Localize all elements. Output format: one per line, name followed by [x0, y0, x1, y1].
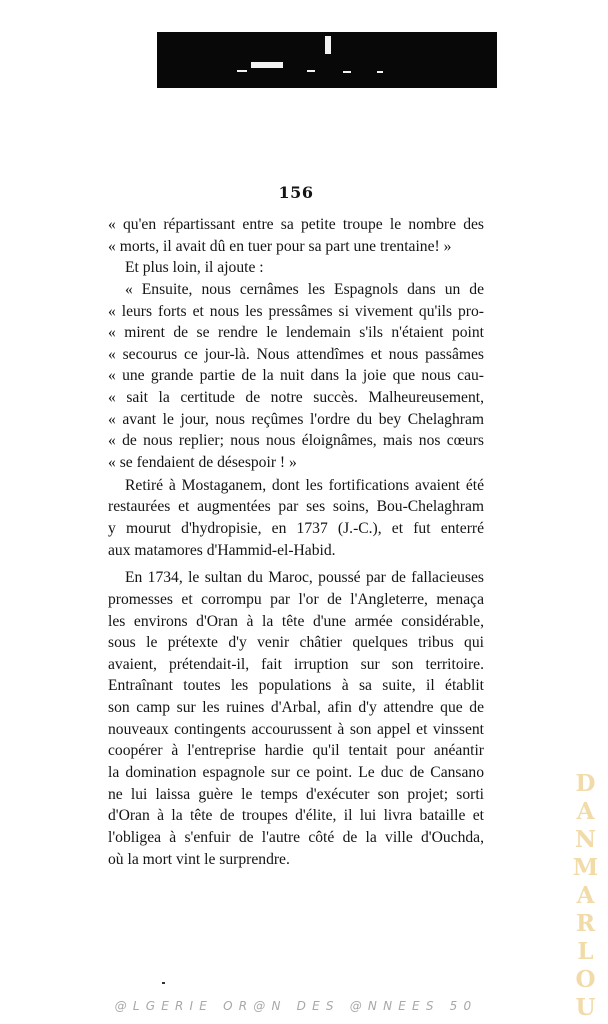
text-line: d'Oran à la tête de troupes d'élite, il lui livra bataille et: [108, 807, 484, 825]
text-line: « Ensuite, nous cernâmes les Espagnols dans un de: [125, 280, 484, 298]
text-line: ne lui laissa guère le temps d'exécuter son projet; sorti: [108, 785, 484, 803]
text-line: « de nous replier; nous nous éloignâmes, mais nos cœurs: [108, 432, 484, 450]
text-line: aux matamores d'Hammid-el-Habid.: [108, 541, 336, 559]
header-smudge: [343, 71, 351, 73]
text-line: les environs d'Oran à la tête d'une armée considérable,: [108, 612, 484, 630]
redacted-header-bar: [157, 32, 497, 88]
text-line: « leurs forts et nous les pressâmes si vivement qu'ils pro-: [108, 302, 484, 320]
text-line: l'obligea à s'enfuir de l'autre côté de la ville d'Ouchda,: [108, 828, 484, 846]
text-line: « une grande partie de la nuit dans la joie que nous cau-: [108, 367, 484, 385]
text-line: « mirent de se rendre le lendemain s'ils n'étaient point: [108, 324, 484, 342]
header-smudge: [307, 70, 315, 72]
text-line: la domination espagnole sur ce point. Le duc de Cansano: [108, 764, 484, 782]
header-smudge: [325, 36, 331, 54]
text-line: son camp sur les ruines d'Arbal, afin d'y attendre que de: [108, 699, 484, 717]
header-smudge: [377, 71, 383, 73]
text-line: « sait la certitude de notre succès. Malheureusement,: [108, 389, 484, 407]
text-line: « secourus ce jour-là. Nous attendîmes et nous passâmes: [108, 345, 484, 363]
text-line: « se fendaient de désespoir ! »: [108, 454, 297, 472]
text-line: restaurées et augmentées par ses soins, Bou-Chelaghram: [108, 498, 484, 516]
text-line: En 1734, le sultan du Maroc, poussé par de fallacieuses: [125, 569, 484, 587]
text-line: Et plus loin, il ajoute :: [125, 259, 264, 277]
print-speck: [162, 982, 165, 984]
text-line: sous le prétexte d'y venir châtier quelques tribus qui: [108, 634, 484, 652]
text-line: Entraînant toutes les populations à sa suite, il établit: [108, 677, 484, 695]
text-line: « avant le jour, nous reçûmes l'ordre du bey Chelaghram: [108, 410, 484, 428]
body-text: [108, 214, 484, 870]
text-line: nouveaux contingents accourussent à son appel et vinssent: [108, 720, 484, 738]
page-number: 156: [278, 183, 314, 202]
watermark-logo: DANMARLOU: [572, 770, 599, 1022]
text-line: promesses et corrompu par l'or de l'Angleterre, menaça: [108, 590, 484, 608]
text-line: « morts, il avait dû en tuer pour sa part une trentaine! »: [108, 237, 452, 255]
header-smudge: [251, 62, 283, 68]
text-line: coopérer à l'entreprise hardie qu'il tentait pour anéantir: [108, 742, 484, 760]
text-line: Retiré à Mostaganem, dont les fortifications avaient été: [125, 476, 484, 494]
text-line: avaient, prétendait-il, fait irruption sur son territoire.: [108, 655, 484, 673]
footer-watermark: @LGERIE OR@N DES @NNEES 50: [114, 999, 478, 1013]
text-line: « qu'en répartissant entre sa petite troupe le nombre des: [108, 216, 484, 233]
header-smudge: [237, 70, 247, 72]
text-line: où la mort vint le surprendre.: [108, 850, 290, 868]
text-line: y mourut d'hydropisie, en 1737 (J.-C.), et fut enterré: [108, 519, 484, 537]
